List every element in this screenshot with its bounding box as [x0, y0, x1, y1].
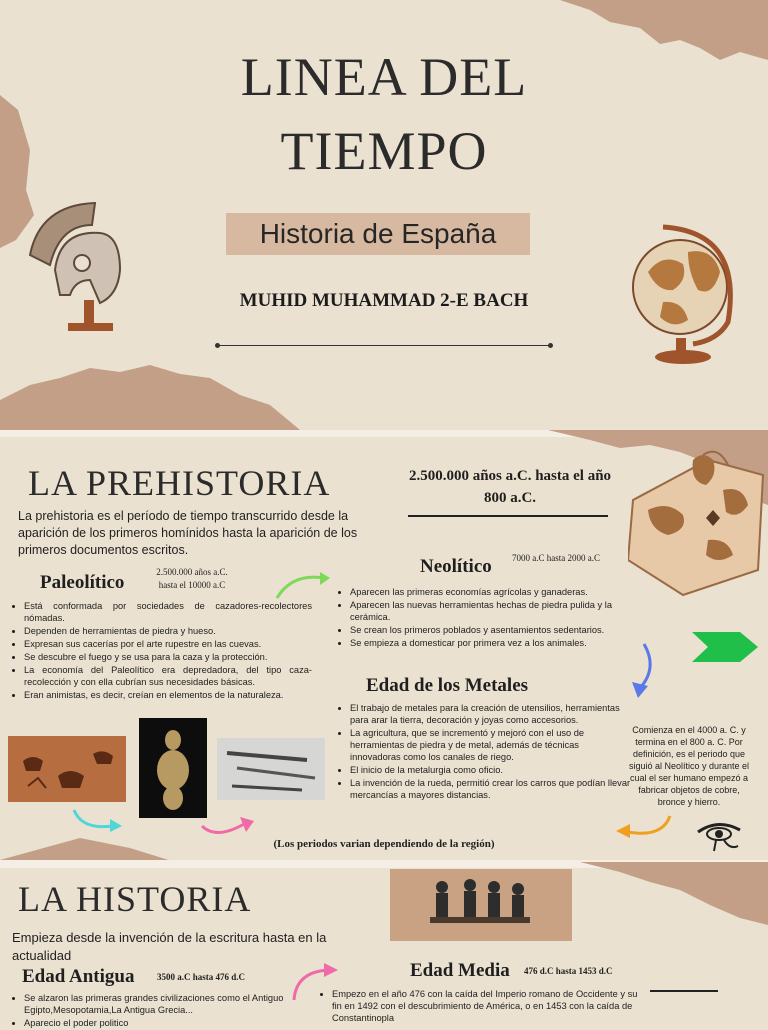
green-chevron-icon: [690, 630, 760, 664]
list-item: • Empezo en el año 476 con la caída del Imperio romano de Occidente y su fin en 1492 con el descubrimiento de América, o en 1453 con la caída de Constantinopla: [332, 988, 638, 1024]
blue-arrow-icon: [626, 640, 660, 702]
list-item: • El inicio de la metalurgia como oficio.: [350, 764, 632, 776]
cave-painting-image: [8, 736, 126, 802]
list-item: • Aparecen las primeras economías agrícolas y ganaderas.: [350, 586, 640, 598]
list-item: • La invención de la rueda, permitió crear los carros que podían llevar mercancías a mayores distancias.: [350, 777, 632, 801]
list-item: • La economía del Paleolítico era depredadora, del tipo caza-recolección y con ella cubrían sus necesidades básicas.: [24, 664, 312, 688]
subtitle-box: [226, 213, 530, 255]
list-item: • Está conformada por sociedades de cazadores-recolectores nómadas.: [24, 600, 312, 624]
neolitico-list: [336, 586, 640, 650]
edad-media-divider: [650, 990, 718, 992]
page-title-line1: LINEA DEL: [240, 47, 528, 107]
spartan-helmet-icon: [20, 195, 130, 340]
author-name: MUHID MUHAMMAD 2-E BACH: [239, 290, 529, 311]
metal-tools-image: [217, 738, 325, 800]
neolitico-range: 7000 a.C hasta 2000 a.C: [512, 553, 600, 563]
prehistoria-title: LA PREHISTORIA: [28, 463, 331, 503]
edad-media-title: Edad Media: [410, 960, 510, 981]
divider-dot-left: [215, 343, 220, 348]
edad-media-list: [318, 988, 638, 1025]
list-item: • El trabajo de metales para la creación de utensilios, herramientas para arar la tierra, decoración y joyas como accesorios.: [350, 702, 632, 726]
divider-dot-right: [548, 343, 553, 348]
list-item: • Se descubre el fuego y se usa para la caza y la protección.: [24, 651, 312, 663]
torn-paper-header-bottom: [0, 365, 300, 430]
list-item: • La agricultura, que se incrementó y mejoró con el uso de herramientas de piedra y de metal, además de técnicas innovadoras como los canales de riego.: [350, 727, 632, 763]
prehistoria-range: 2.500.000 años a.C. hasta el año 800 a.C.: [408, 468, 612, 506]
metales-note: Comienza en el 4000 a. C. y termina en el 800 a. C. Por definición, es el periodo que siguió al Neolítico y durante el cual el ser humano empezó a fabricar objetos de cobre, bronce y hierro.: [628, 725, 750, 807]
edad-antigua-range: 3500 a.C hasta 476 d.C: [157, 972, 246, 982]
list-item: • Aparecen las nuevas herramientas hechas de piedra pulida y la cerámica.: [350, 599, 640, 623]
edad-antigua-title: Edad Antigua: [22, 966, 135, 987]
cyan-arrow-icon: [70, 806, 126, 834]
metales-list: [336, 702, 632, 802]
paleolitico-range: 2.500.000 años a.C. hasta el 10000 a.C: [156, 567, 228, 590]
header-divider: [218, 345, 550, 346]
neolitico-title: Neolítico: [420, 556, 492, 577]
founding-fathers-image: [390, 869, 572, 941]
list-item: • Se empieza a domesticar por primera vez a los animales.: [350, 637, 640, 649]
subtitle: Historia de España: [259, 218, 497, 249]
list-item: • Eran animistas, es decir, creían en elementos de la naturaleza.: [24, 689, 312, 701]
prehistoria-description: La prehistoria es el período de tiempo transcurrido desde la aparición de los primeros homínidos hasta la aparición de los primeros documentos escritos.: [18, 509, 358, 557]
edad-media-range: 476 d.C hasta 1453 d.C: [524, 966, 613, 976]
globe-icon: [628, 212, 746, 367]
paleolitico-list: [10, 600, 312, 702]
list-item: • Se alzaron las primeras grandes civilizaciones como el Antiguo Egipto,Mesopotamia,La Antigua Grecia...: [24, 992, 294, 1016]
green-arrow-icon: [272, 568, 334, 604]
list-item: • Expresan sus cacerías por el arte rupestre en las cuevas.: [24, 638, 312, 650]
prehistoria-range-underline: [408, 515, 608, 517]
historia-title: LA HISTORIA: [18, 879, 252, 919]
pink-arrow-icon: [198, 812, 258, 840]
metales-title: Edad de los Metales: [366, 675, 529, 696]
list-item: • Dependen de herramientas de piedra y hueso.: [24, 625, 312, 637]
edad-antigua-list: [10, 992, 294, 1030]
treasure-map-icon: [628, 430, 768, 600]
historia-description: Empieza desde la invención de la escritura hasta en la actualidad: [12, 930, 327, 963]
paleolitico-title: Paleolítico: [40, 572, 125, 593]
list-item: • Se crean los primeros poblados y asentamientos sedentarios.: [350, 624, 640, 636]
page-title-line2: TIEMPO: [280, 121, 488, 181]
list-item: • Aparecio el poder politico: [24, 1017, 294, 1029]
venus-figurine-image: [139, 718, 207, 818]
periods-footnote: (Los periodos varian dependiendo de la región): [273, 838, 495, 850]
torn-paper-historia-right: [580, 862, 768, 925]
